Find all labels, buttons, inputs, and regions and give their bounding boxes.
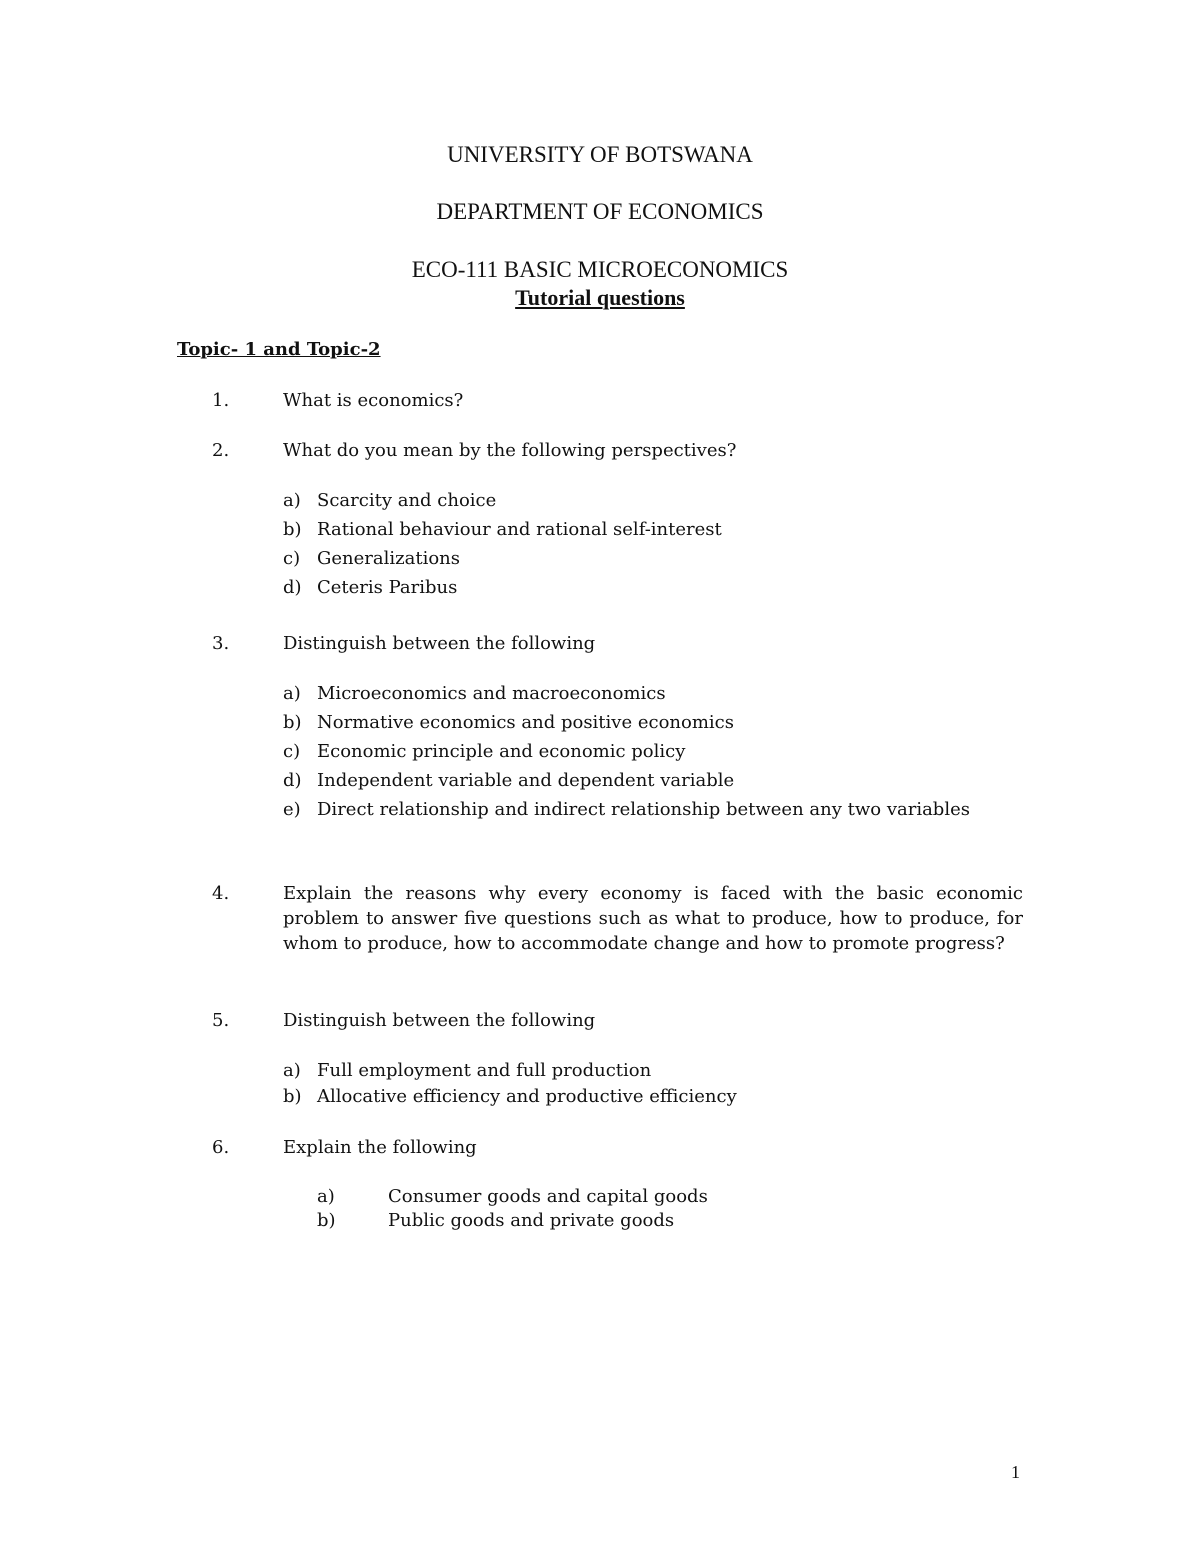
list-item	[283, 679, 666, 708]
item-label: b)	[283, 519, 302, 540]
item-label: a)	[283, 683, 301, 704]
question-text: Distinguish between the following	[283, 1010, 596, 1031]
question-text: Explain the following	[283, 1137, 477, 1158]
question-number: 4.	[212, 883, 230, 904]
list-item	[283, 1082, 737, 1111]
item-label: b)	[317, 1210, 336, 1231]
item-text: Public goods and private goods	[388, 1210, 675, 1231]
list-item	[283, 486, 496, 515]
question-text: What do you mean by the following perspectives?	[283, 440, 737, 461]
item-label: c)	[283, 741, 301, 762]
item-label: e)	[283, 799, 301, 820]
list-item	[283, 1056, 651, 1085]
list-item	[317, 1209, 674, 1233]
item-text: Microeconomics and macroeconomics	[317, 683, 666, 704]
item-label: c)	[283, 548, 301, 569]
list-item	[283, 544, 460, 573]
item-label: b)	[283, 1086, 302, 1107]
item-label: d)	[283, 577, 302, 598]
list-item	[283, 573, 457, 602]
list-item	[283, 737, 685, 766]
course-title: ECO-111 BASIC MICROECONOMICS	[411, 257, 789, 282]
section-heading: Topic- 1 and Topic-2	[177, 339, 381, 360]
item-text: Normative economics and positive economics	[317, 712, 734, 733]
item-text: Full employment and full production	[317, 1060, 652, 1081]
item-label: d)	[283, 770, 302, 791]
question-number: 3.	[212, 633, 230, 654]
question-text: What is economics?	[283, 390, 464, 411]
university-title: UNIVERSITY OF BOTSWANA	[447, 142, 753, 167]
item-text: Rational behaviour and rational self-interest	[317, 519, 722, 540]
list-item	[283, 795, 1023, 824]
question-number: 5.	[212, 1010, 230, 1031]
item-label: a)	[283, 1060, 301, 1081]
question-number: 6.	[212, 1137, 230, 1158]
item-label: b)	[283, 712, 302, 733]
page-number: 1	[1011, 1462, 1020, 1482]
question-number: 2.	[212, 440, 230, 461]
item-text: Independent variable and dependent variable	[317, 770, 735, 791]
department-title: DEPARTMENT OF ECONOMICS	[436, 199, 764, 224]
document-subtitle: Tutorial questions	[515, 285, 685, 310]
item-text: Economic principle and economic policy	[317, 741, 686, 762]
item-label: a)	[283, 490, 301, 511]
list-item	[317, 1185, 708, 1209]
item-text: Scarcity and choice	[317, 490, 497, 511]
item-label: a)	[317, 1186, 335, 1207]
item-text: Consumer goods and capital goods	[388, 1186, 708, 1207]
list-item	[283, 766, 734, 795]
question-number: 1.	[212, 390, 230, 411]
question-text: Distinguish between the following	[283, 633, 596, 654]
list-item	[283, 515, 722, 544]
item-text: Generalizations	[317, 548, 460, 569]
item-text: Direct relationship and indirect relationship between any two variables	[317, 799, 970, 820]
question-text: Explain the reasons why every economy is faced with the basic economic problem to answer five questions such as what to produce, how to produce, for whom to produce, how to accommodate change and how to promote progress?	[283, 883, 1023, 954]
list-item	[283, 708, 734, 737]
item-text: Allocative efficiency and productive efficiency	[317, 1086, 737, 1107]
item-text: Ceteris Paribus	[317, 577, 458, 598]
